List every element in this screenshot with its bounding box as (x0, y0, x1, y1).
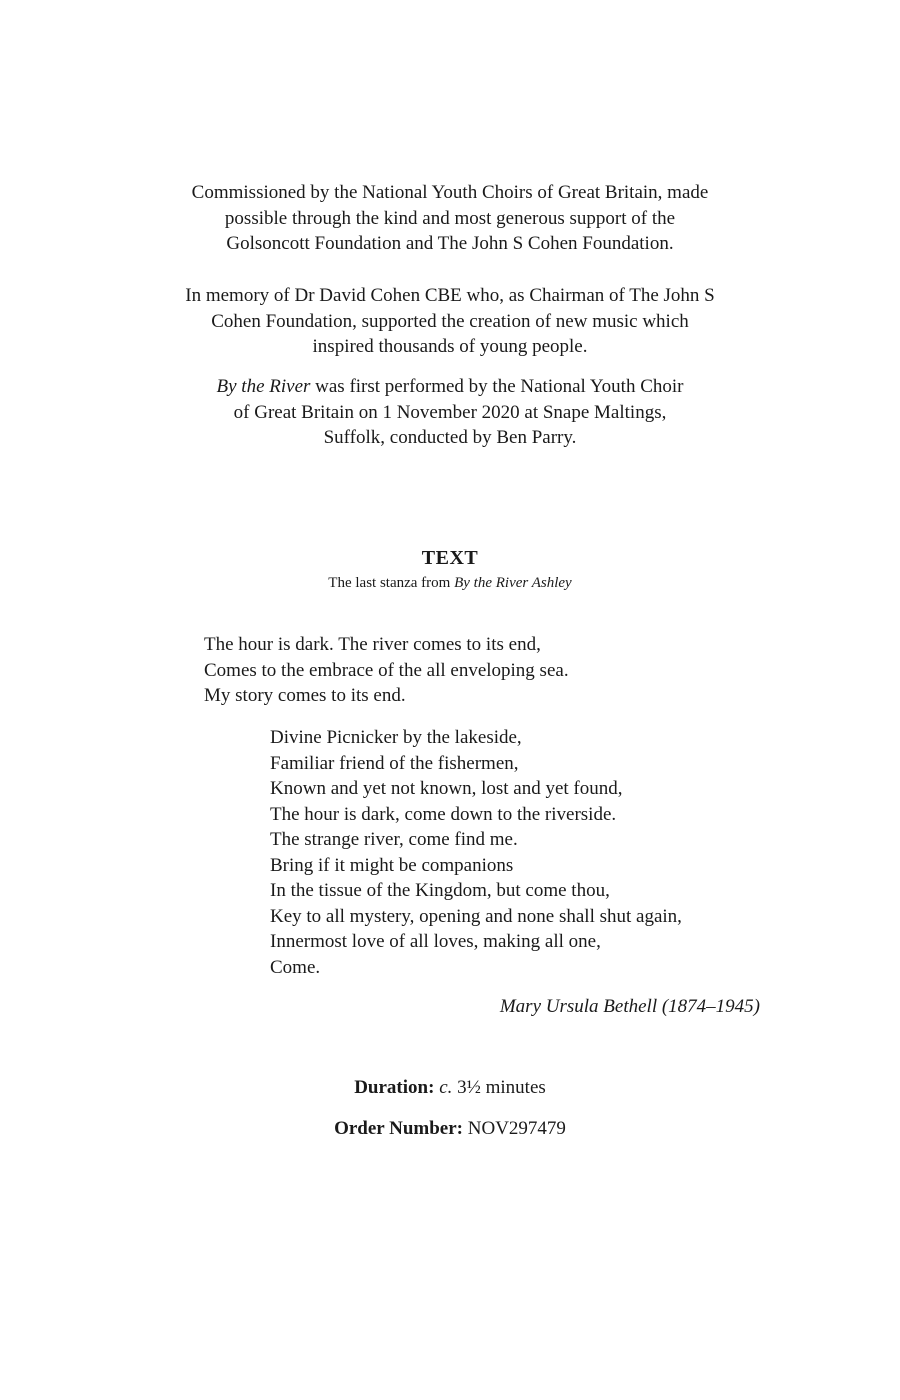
text-source-prefix: The last stanza from (328, 575, 455, 591)
commission-line: possible through the kind and most generous support of the (224, 207, 676, 229)
premiere-line: Suffolk, conducted by Ben Parry. (323, 427, 577, 449)
poem-stanza-2 (270, 725, 682, 980)
order-number-value: NOV297479 (463, 1118, 566, 1139)
memoriam-line: In memory of Dr David Cohen CBE who, as Chairman of The John S (185, 285, 715, 306)
poem-attribution: Mary Ursula Bethell (1874–1945) (499, 996, 760, 1017)
poem-line: Comes to the embrace of the all enveloping sea. (204, 659, 569, 681)
poem-line: The strange river, come find me. (270, 829, 518, 850)
poem-line: Key to all mystery, opening and none shall shut again, (270, 905, 682, 927)
poem-line: Familiar friend of the fishermen, (270, 752, 519, 774)
poem-line: The hour is dark, come down to the riverside. (270, 803, 617, 825)
poem-line: My story comes to its end. (204, 685, 406, 706)
duration-label: Duration: (354, 1077, 435, 1098)
duration-circa: c. (439, 1077, 453, 1098)
poem-line: Come. (270, 956, 321, 978)
premiere-line-text: was first performed by the National Youth Choir (310, 376, 684, 397)
poem-line: Known and yet not known, lost and yet found, (270, 778, 623, 799)
commission-line: Golsoncott Foundation and The John S Cohen Foundation. (226, 233, 674, 255)
memoriam-line: Cohen Foundation, supported the creation of new music which (211, 310, 689, 332)
poem-line: Bring if it might be companions (270, 854, 514, 876)
poem-line: Divine Picnicker by the lakeside, (270, 727, 522, 748)
poem-line: Innermost love of all loves, making all one, (270, 931, 601, 952)
work-title: By the River (216, 376, 311, 397)
poem-line: The hour is dark. The river comes to its end, (204, 634, 541, 655)
poem-stanza-1 (204, 632, 569, 709)
duration-line (0, 1075, 900, 1100)
memoriam-line: inspired thousands of young people. (312, 336, 588, 358)
commission-line: Commissioned by the National Youth Choirs of Great Britain, made (191, 182, 709, 203)
premiere-line (0, 374, 900, 400)
poem-line: In the tissue of the Kingdom, but come thou, (270, 880, 610, 901)
text-heading: TEXT (421, 547, 479, 569)
text-source-note (0, 573, 900, 593)
premiere-note (0, 374, 900, 451)
premiere-line: of Great Britain on 1 November 2020 at Snape Maltings, (233, 401, 667, 423)
order-number-label: Order Number: (334, 1118, 463, 1139)
text-source-title: By the River Ashley (454, 575, 572, 591)
order-number-line (0, 1116, 900, 1141)
duration-value: 3½ minutes (452, 1077, 546, 1098)
commission-note (0, 180, 900, 257)
memoriam-note (0, 283, 900, 360)
